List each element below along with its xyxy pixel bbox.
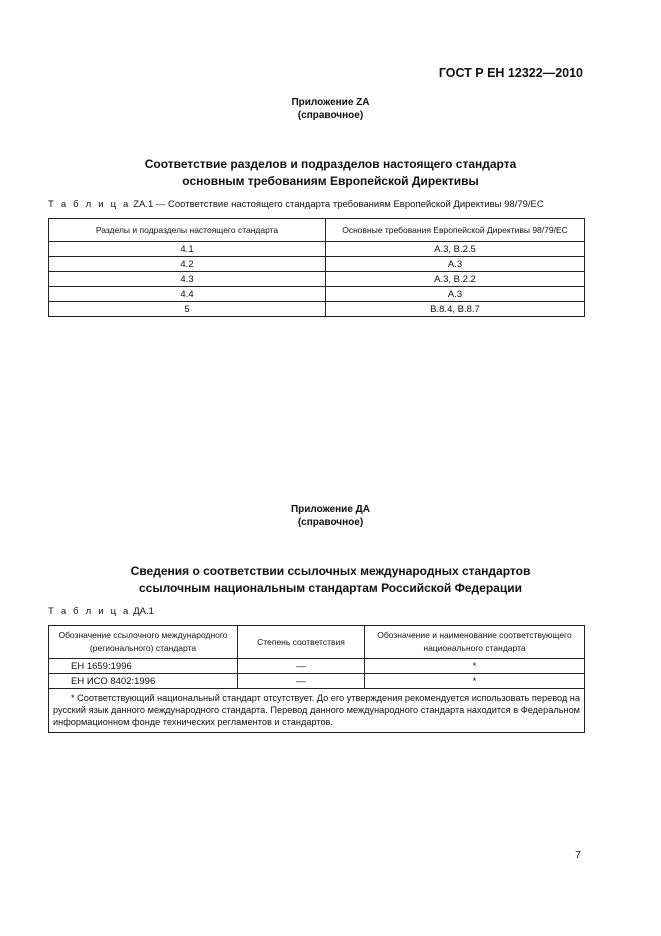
table-footnote-row bbox=[49, 689, 585, 733]
table-da-caption bbox=[48, 606, 154, 617]
table-da bbox=[48, 625, 585, 733]
table-cell: 4.4 bbox=[49, 287, 326, 302]
table-header-row bbox=[49, 219, 585, 242]
table-cell: 4.3 bbox=[49, 272, 326, 287]
annex-za-subtitle: (справочное) bbox=[297, 110, 364, 121]
table-header-cell: Степень соответствия bbox=[238, 626, 365, 659]
annex-da-heading-line2: ссылочным национальным стандартам Российской Федерации bbox=[139, 581, 522, 595]
table-cell: A.3, B.2.5 bbox=[326, 242, 585, 257]
table-cell: B.8.4, B.8.7 bbox=[326, 302, 585, 317]
table-row bbox=[49, 674, 585, 689]
table-row bbox=[49, 272, 585, 287]
annex-za-title: Приложение ZA bbox=[291, 97, 370, 108]
table-row bbox=[49, 242, 585, 257]
table-row bbox=[49, 287, 585, 302]
table-row bbox=[49, 659, 585, 674]
table-cell: * bbox=[365, 659, 585, 674]
annex-da-title: Приложение ДА bbox=[290, 504, 371, 515]
table-cell: 4.1 bbox=[49, 242, 326, 257]
table-header-row bbox=[49, 626, 585, 659]
table-header-cell: Разделы и подразделы настоящего стандарта bbox=[49, 219, 326, 242]
table-za bbox=[48, 218, 585, 317]
table-cell: ЕН ИСО 8402:1996 bbox=[49, 674, 238, 689]
table-cell: A.3 bbox=[326, 287, 585, 302]
table-row bbox=[49, 302, 585, 317]
table-cell: A.3, B.2.2 bbox=[326, 272, 585, 287]
table-za-caption-text: ZA.1 — Соответствие настоящего стандарта требованиям Европейской Директивы 98/79/ЕС bbox=[133, 199, 544, 210]
table-cell: 4.2 bbox=[49, 257, 326, 272]
table-footnote-text: * Соответствующий национальный стандарт отсутствует. До его утверждения рекомендуется использовать перевод на русский язык данного международного стандарта. Перевод данного международного стандарта находится в Федеральном информационном фонде технических регламентов и стандартов. bbox=[53, 693, 580, 727]
annex-za-heading-line2: основным требованиям Европейской Директивы bbox=[182, 174, 479, 188]
table-row bbox=[49, 257, 585, 272]
table-cell: — bbox=[238, 674, 365, 689]
table-header-cell: Обозначение и наименование соответствующего национального стандарта bbox=[365, 626, 585, 659]
table-header-cell: Обозначение ссылочного международного (регионального) стандарта bbox=[49, 626, 238, 659]
table-header-cell: Основные требования Европейской Директивы 98/79/ЕС bbox=[326, 219, 585, 242]
table-cell: 5 bbox=[49, 302, 326, 317]
table-cell: — bbox=[238, 659, 365, 674]
table-footnote bbox=[49, 689, 585, 733]
table-cell: * bbox=[365, 674, 585, 689]
annex-za-heading-line1: Соответствие разделов и подразделов настоящего стандарта bbox=[144, 157, 517, 171]
table-da-caption-text: ДА.1 bbox=[133, 606, 154, 617]
annex-da-heading-line1: Сведения о соответствии ссылочных международных стандартов bbox=[130, 564, 531, 578]
table-cell: ЕН 1659:1996 bbox=[49, 659, 238, 674]
table-za-label: Т а б л и ц а bbox=[48, 199, 131, 210]
page-number: 7 bbox=[575, 849, 581, 861]
annex-da-subtitle: (справочное) bbox=[297, 517, 364, 528]
document-code: ГОСТ Р ЕН 12322—2010 bbox=[438, 66, 583, 80]
table-za-caption bbox=[48, 199, 544, 210]
table-cell: A.3 bbox=[326, 257, 585, 272]
table-da-label: Т а б л и ц а bbox=[48, 606, 131, 617]
